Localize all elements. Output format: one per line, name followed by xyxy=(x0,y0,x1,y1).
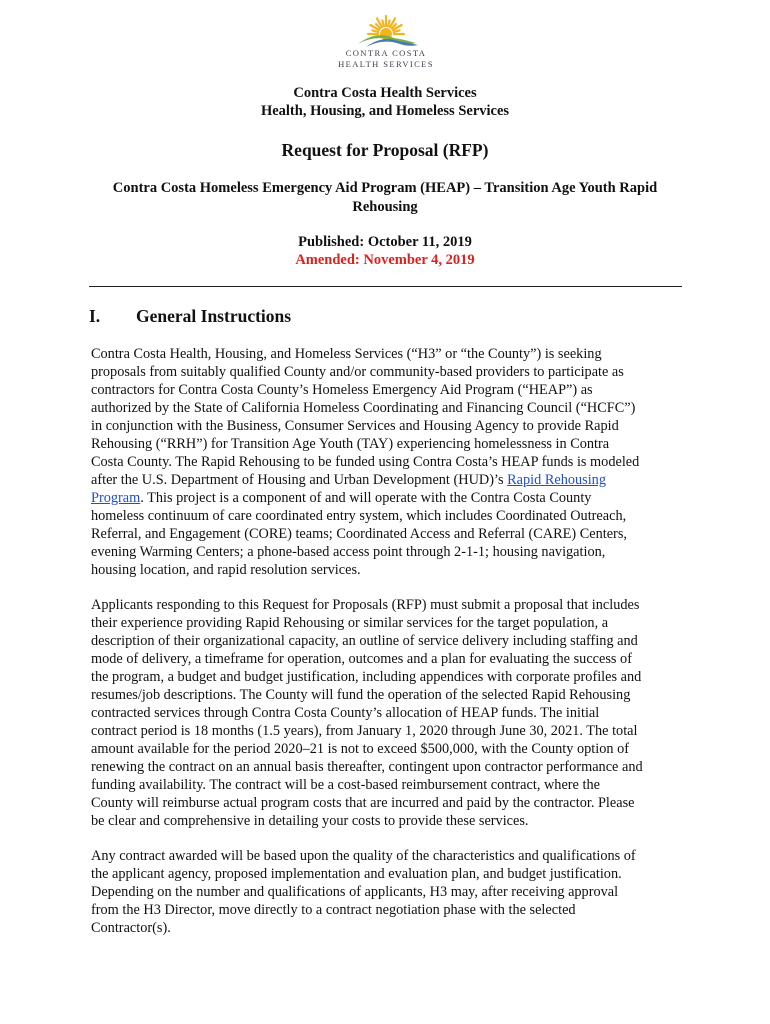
paragraph-line: housing location, and rapid resolution services. xyxy=(91,562,361,578)
paragraph-line: Costa County. The Rapid Rehousing to be funded using Contra Costa’s HEAP funds is modeled xyxy=(91,454,640,470)
paragraph-contract-award xyxy=(91,847,691,937)
paragraph-line: contracted services through Contra Costa County’s allocation of HEAP funds. The initial xyxy=(91,705,600,721)
paragraph-line: the applicant agency, proposed implementation and evaluation plan, and budget justification. xyxy=(91,866,622,882)
paragraph-line: Rehousing (“RRH”) for Transition Age Youth (TAY) experiencing homelessness in Contra xyxy=(91,436,610,452)
sun-ray xyxy=(372,30,378,32)
paragraph-line: resumes/job descriptions. The County will fund the operation of the selected Rapid Rehousing xyxy=(91,687,631,703)
paragraph-line: contractors for Contra Costa County’s Homeless Emergency Aid Program (“HEAP”) as xyxy=(91,382,593,398)
paragraph-line: homeless continuum of care coordinated entry system, which includes Coordinated Outreach, xyxy=(91,508,627,524)
paragraph-line: their experience providing Rapid Rehousing or similar services for the target population, a xyxy=(91,615,609,631)
paragraph-introduction xyxy=(91,345,691,579)
paragraph-line: from the H3 Director, move directly to a contract negotiation phase with the selected xyxy=(91,902,576,918)
section-title: General Instructions xyxy=(136,306,292,326)
paragraph-text: after the U.S. Department of Housing and Urban Development (HUD)’s xyxy=(91,472,508,488)
sun-ray xyxy=(382,20,384,26)
contra-costa-logo xyxy=(336,14,436,76)
paragraph-line: authorized by the State of California Homeless Coordinating and Financing Council (“HCFC”) xyxy=(91,400,636,416)
paragraph-line: County will reimburse actual program costs that are incurred and paid by the contractor. Please xyxy=(91,795,635,811)
rapid-rehousing-program-link[interactable]: Rapid Rehousing xyxy=(507,472,606,488)
paragraph-line: Contractor(s). xyxy=(91,920,171,936)
paragraph-line: amount available for the period 2020–21 is not to exceed $500,000, with the County option of xyxy=(91,741,630,757)
logo-text-line2: HEALTH SERVICES xyxy=(338,59,434,69)
paragraph-line xyxy=(91,489,691,507)
paragraph-line: Applicants responding to this Request for Proposals (RFP) must submit a proposal that includes xyxy=(91,597,640,613)
department-name: Health, Housing, and Homeless Services xyxy=(260,103,510,119)
paragraph-text: . This project is a component of and will operate with the Contra Costa County xyxy=(140,490,592,506)
paragraph-line: be clear and comprehensive in detailing your costs to provide these services. xyxy=(91,813,529,829)
paragraph-line: funding availability. The contract will be a cost-based reimbursement contract, where the xyxy=(91,777,600,793)
paragraph-line xyxy=(91,471,691,489)
sun-ray xyxy=(394,30,400,32)
paragraph-line: evening Warming Centers; a phone-based access point through 2-1-1; housing navigation, xyxy=(91,544,606,560)
sun-ray xyxy=(388,20,390,26)
document-title: Request for Proposal (RFP) xyxy=(281,140,489,160)
paragraph-line: Depending on the number and qualifications of applicants, H3 may, after receiving approval xyxy=(91,884,619,900)
paragraph-proposal-requirements xyxy=(91,596,691,830)
program-title: Contra Costa Homeless Emergency Aid Program (HEAP) – Transition Age Youth Rapid Rehousing xyxy=(112,180,658,215)
sun-hills-icon xyxy=(336,14,436,48)
paragraph-line: the program, a budget and budget justification, including appendices with corporate profiles and xyxy=(91,669,642,685)
logo-text-line1: CONTRA COSTA xyxy=(345,48,427,58)
paragraph-line: renewing the contract on an annual basis thereafter, contingent upon contractor performance and xyxy=(91,759,643,775)
rapid-rehousing-program-link-continued[interactable]: Program xyxy=(91,490,141,506)
paragraph-line: contract period is 18 months (1.5 years), from January 1, 2020 through June 30, 2021. The total xyxy=(91,723,638,739)
paragraph-line: Referral, and Engagement (CORE) teams; Coordinated Access and Referral (CARE) Centers, xyxy=(91,526,627,542)
horizontal-rule xyxy=(89,286,682,287)
organization-name: Contra Costa Health Services xyxy=(293,85,477,101)
paragraph-line: in conjunction with the Business, Consumer Services and Housing Agency to provide Rapid xyxy=(91,418,619,434)
section-number: I. xyxy=(89,306,101,326)
paragraph-line: mode of delivery, a timeframe for operation, outcomes and a plan for evaluating the success of xyxy=(91,651,632,667)
paragraph-line: Contra Costa Health, Housing, and Homeless Services (“H3” or “the County”) is seeking xyxy=(91,346,602,362)
paragraph-line: proposals from suitably qualified County and/or community-based providers to participate as xyxy=(91,364,624,380)
amended-date: Amended: November 4, 2019 xyxy=(295,252,475,268)
paragraph-line: description of their organizational capacity, an outline of service delivery including staffing and xyxy=(91,633,638,649)
published-date: Published: October 11, 2019 xyxy=(298,234,472,250)
paragraph-line: Any contract awarded will be based upon the quality of the characteristics and qualifications of xyxy=(91,848,636,864)
